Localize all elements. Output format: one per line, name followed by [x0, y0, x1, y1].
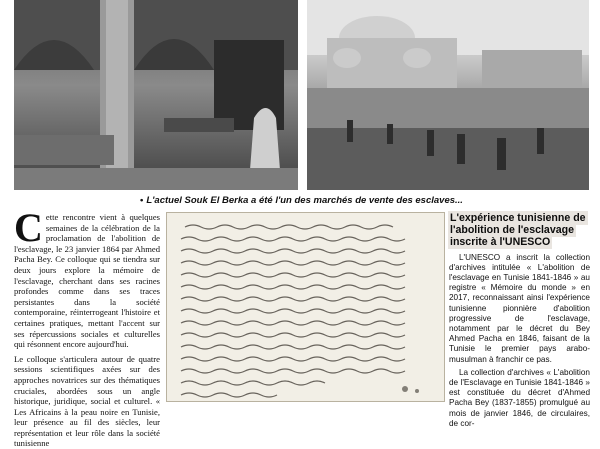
photo-caption: [14, 193, 589, 208]
sidebar-title-line-2: l'abolition de l'esclavage: [450, 224, 574, 237]
unesco-sidebar: [449, 212, 590, 428]
sidebar-title-line-1: L'expérience tunisienne de: [450, 212, 586, 224]
article-column: [14, 205, 160, 449]
souk-photo: [14, 0, 298, 190]
sidebar-paragraph-1: L'UNESCO a inscrit la collection d'archives intitulée « L'abolition de l'esclavage en Tunisie 1841-1846 » au registre « Mémoire du monde » en 2017, reconnaissant ainsi l'expérience tunisienne pionnière d'abolition progressive de l'esclavage, notamment par le décret du Bey Ahmed Pacha en 1846, faisant de la Tunisie le premier pays arabo-musulman à franchir ce pas.: [449, 252, 590, 364]
caption-text: L'actuel Souk El Berka a été l'un des marchés de vente des esclaves...: [146, 195, 463, 206]
market-photo: [307, 0, 589, 190]
article-paragraph-1: ette rencontre vient à quelques semaines de la célébration de la proclamation de l'abolition de l'esclavage, le 23 janvier 1864 par Ahmed Pacha Bey. Ce colloque qui se tiendra sur deux jours explore la mémoire de l'esclavage, cherchant dans ses racines profondes comme dans ses traces persistantes dans la société contemporaine, réinterrogeant l'histoire et certaines pratiques, mettant l'accent sur ses répercussions sociales et culturelles qui résonnent encore aujourd'hui.: [14, 212, 160, 350]
market-photo-illustration: [307, 0, 589, 190]
manuscript-script-illustration: [167, 213, 444, 401]
caption-bullet: •: [140, 195, 144, 206]
sidebar-paragraph-2: La collection d'archives « L'abolition de l'Esclavage en Tunisie 1841-1846 » est constituée du décret d'Ahmed Pacha Bey (1837-1855) promulgué au mois de janvier 1846, de circulaires, de cor-: [449, 367, 590, 428]
manuscript-image: [166, 212, 445, 402]
article-paragraph-2: Le colloque s'articulera autour de quatre sessions scientifiques axées sur des approches novatrices sur des thématiques cruciales, abordées sous un angle historique, juridique, social et culturel. « Les Africains à la peau noire en Tunisie, leur présence au fil des siècles, leur représentation et leur rôle dans la société tunisienne: [14, 353, 160, 449]
sidebar-title-line-3: inscrite à l'UNESCO: [450, 236, 551, 249]
sidebar-title: [449, 212, 590, 249]
dropcap: C: [14, 205, 43, 250]
souk-photo-illustration: [14, 0, 298, 190]
